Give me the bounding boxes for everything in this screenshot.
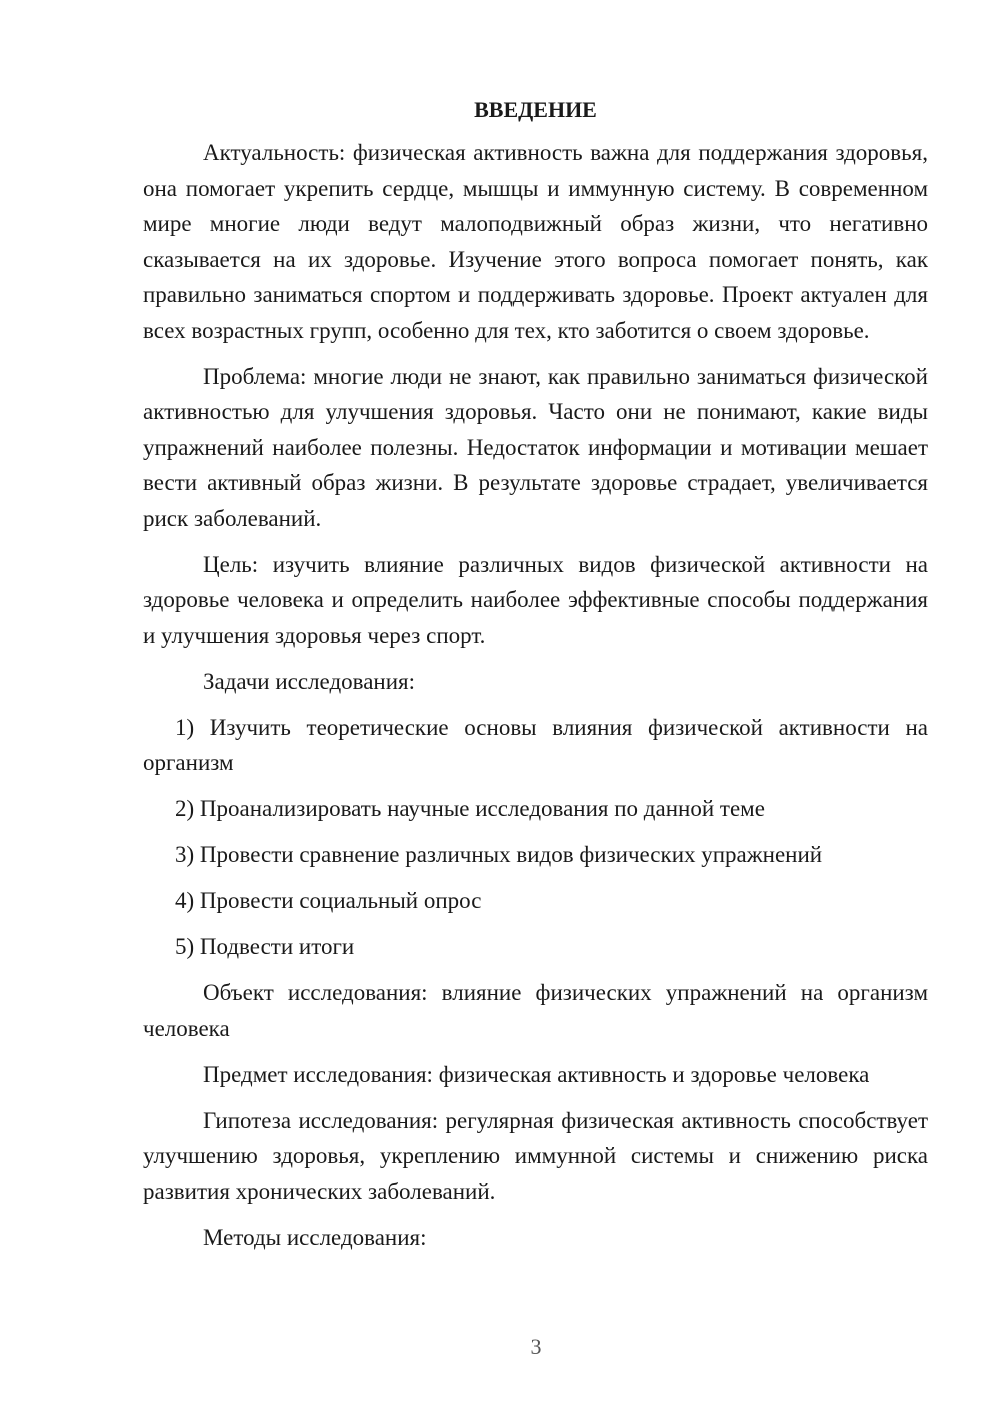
task-item-1: 1) Изучить теоретические основы влияния физической активности на организм [143, 714, 928, 775]
task-item-5: 5) Подвести итоги [175, 934, 355, 959]
task-item-2: 2) Проанализировать научные исследования по данной теме [175, 796, 765, 821]
subject-paragraph: Предмет исследования: физическая активность и здоровье человека [203, 1061, 870, 1087]
page-title: ВВЕДЕНИЕ [474, 97, 597, 122]
methods-heading: Методы исследования: [203, 1224, 427, 1250]
document-page [143, 95, 928, 1266]
relevance-paragraph: Актуальность: физическая активность важна для поддержания здоровья, она помогает укрепить сердце, мышцы и иммунную систему. В современном мире многие люди ведут малоподвижный образ жизни, что негативно сказывается на их здоровье. Изучение этого вопроса помогает понять, как правильно заниматься спортом и поддерживать здоровье. Проект актуален для всех возрастных групп, особенно для тех, кто заботится о своем здоровье. [143, 140, 928, 343]
tasks-heading: Задачи исследования: [203, 668, 416, 694]
task-item-3: 3) Провести сравнение различных видов физических упражнений [175, 842, 823, 867]
task-item-4: 4) Провести социальный опрос [175, 888, 482, 913]
page-number: 3 [530, 1334, 542, 1359]
goal-paragraph: Цель: изучить влияние различных видов физической активности на здоровье человека и определить наиболее эффективные способы поддержания и улучшения здоровья через спорт. [143, 551, 928, 648]
object-paragraph: Объект исследования: влияние физических упражнений на организм человека [143, 980, 928, 1041]
hypothesis-paragraph: Гипотеза исследования: регулярная физическая активность способствует улучшению здоровья, укреплению иммунной системы и снижению риска развития хронических заболеваний. [143, 1107, 928, 1204]
problem-paragraph: Проблема: многие люди не знают, как правильно заниматься физической активностью для улучшения здоровья. Часто они не понимают, какие виды упражнений наиболее полезны. Недостаток информации и мотивации мешает вести активный образ жизни. В результате здоровье страдает, увеличивается риск заболеваний. [143, 363, 928, 531]
